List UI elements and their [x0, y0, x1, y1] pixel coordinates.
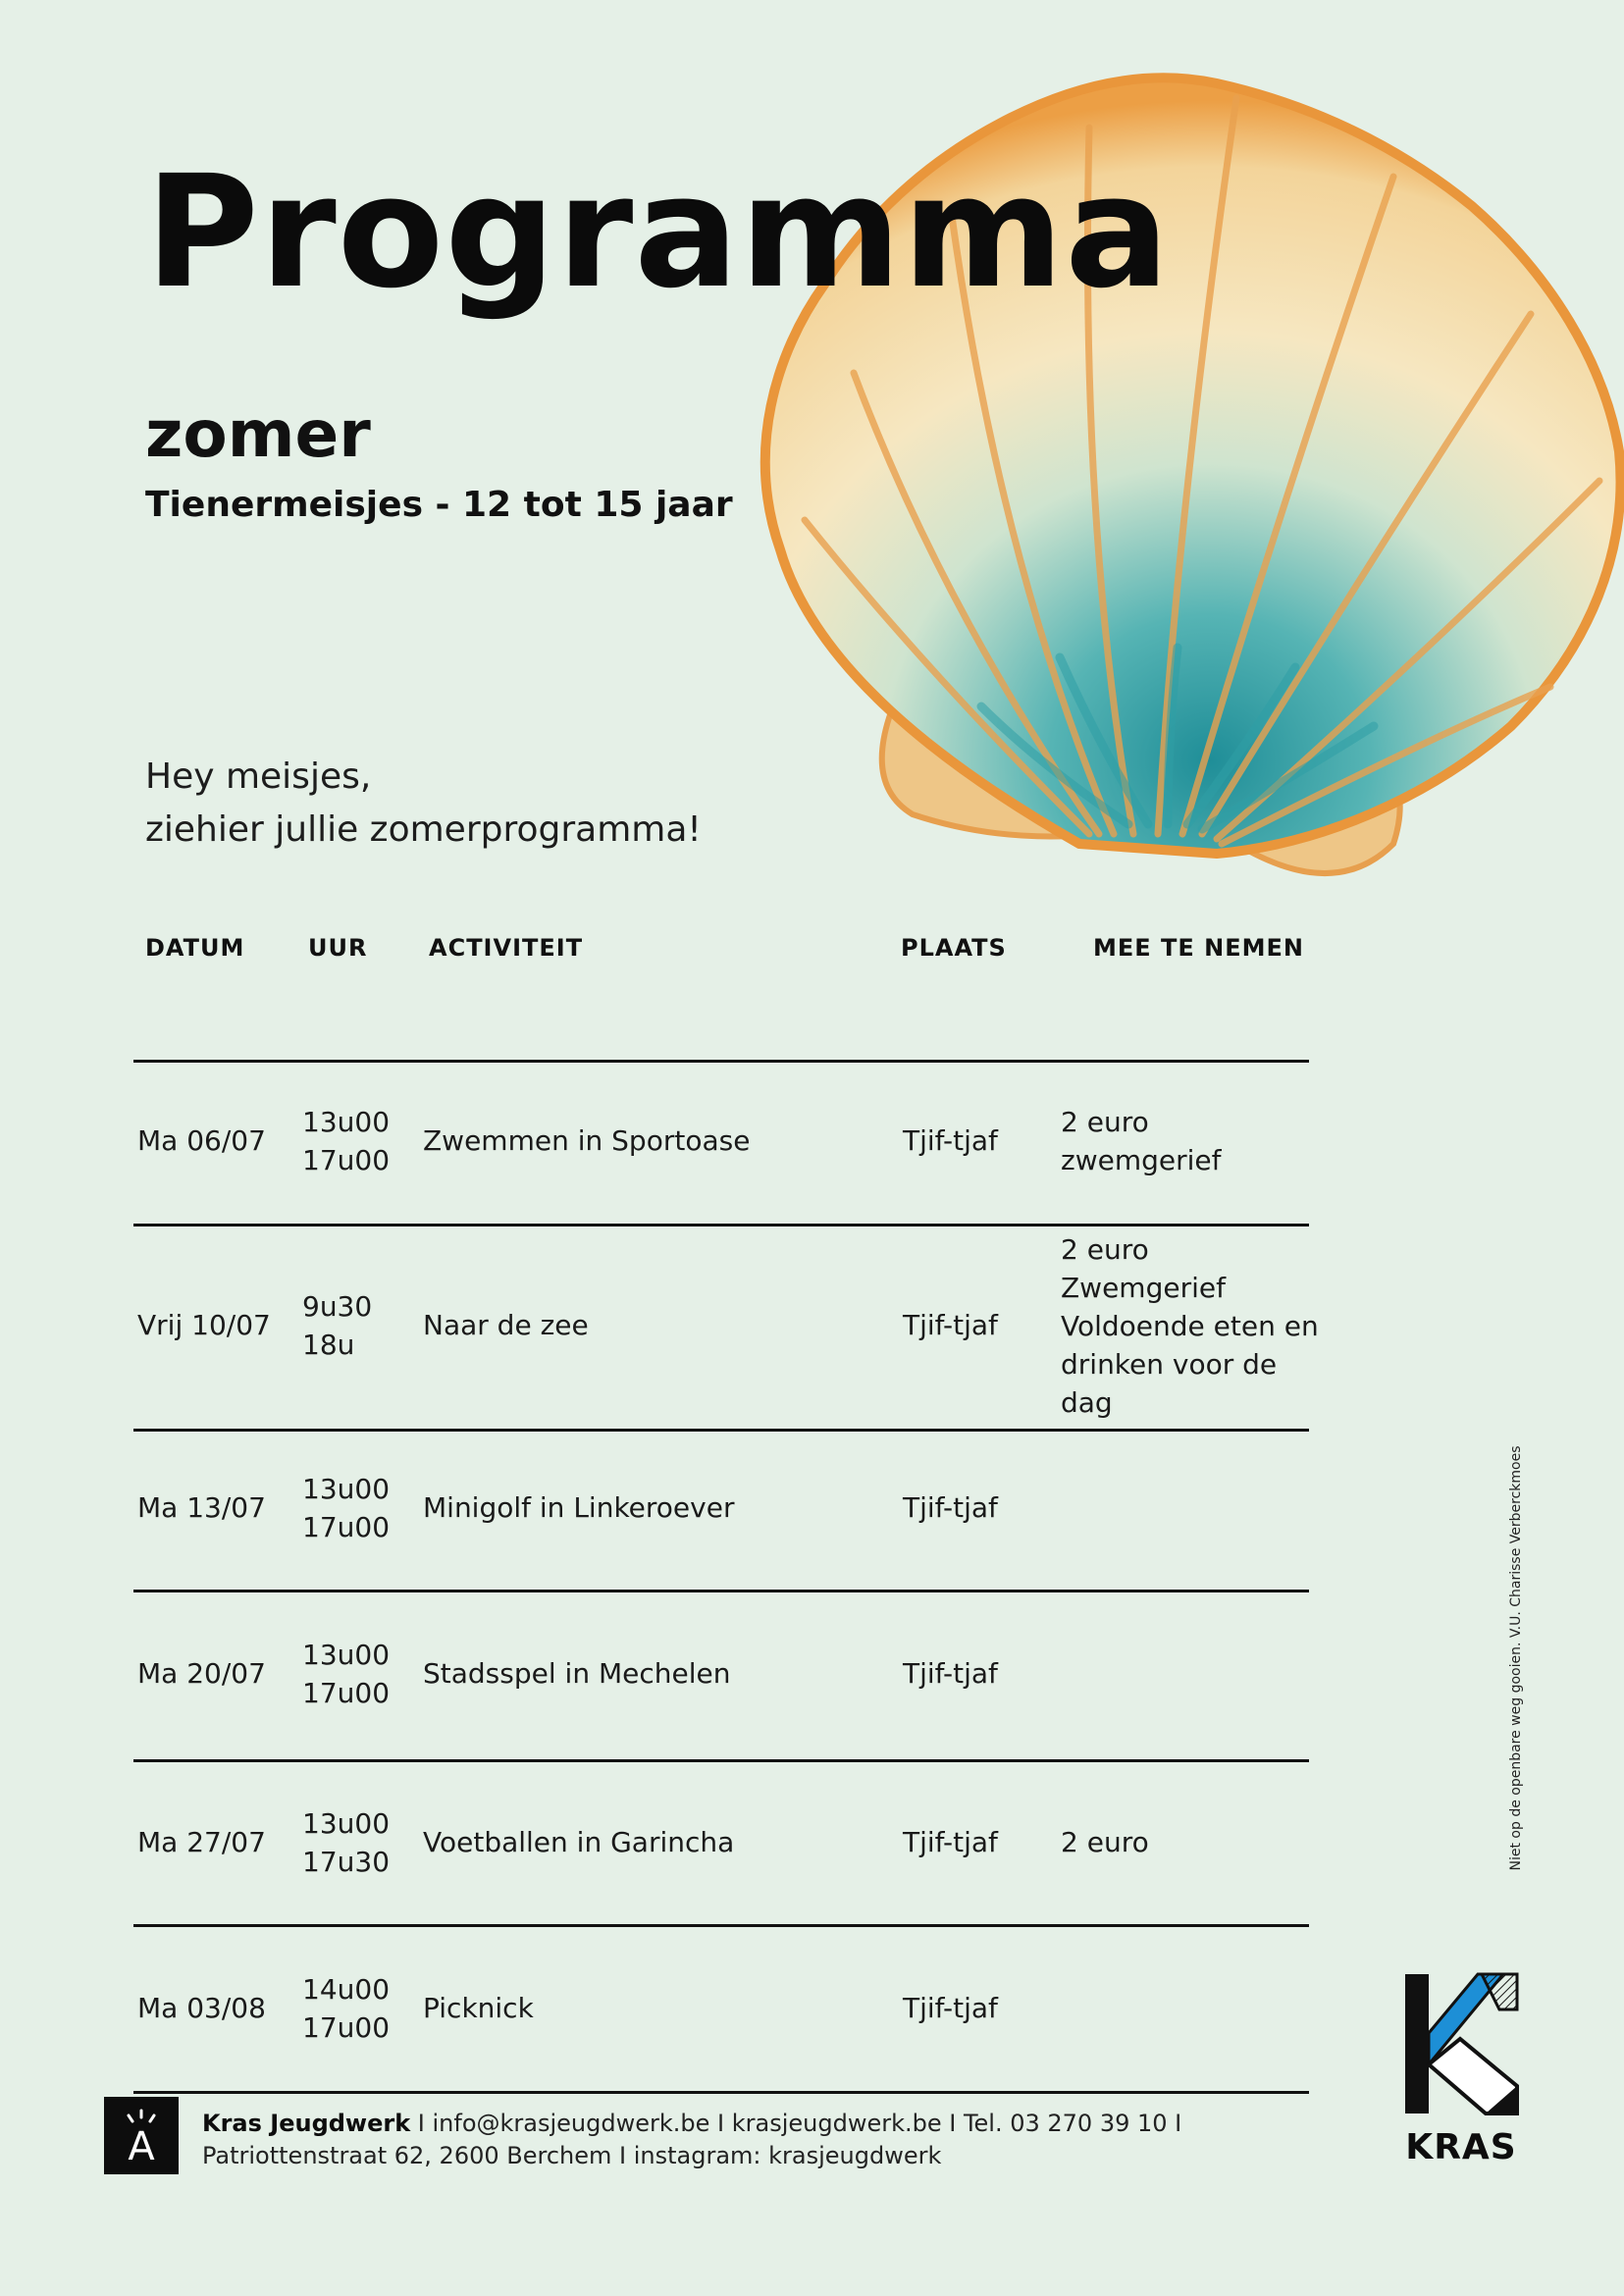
cell-uur	[302, 1636, 390, 1712]
cell-plaats: Tjif-tjaf	[903, 1992, 998, 2024]
cell-activiteit: Voetballen in Garincha	[423, 1826, 735, 1858]
cell-plaats: Tjif-tjaf	[903, 1491, 998, 1524]
kras-wordmark: KRAS	[1405, 2127, 1517, 2167]
cell-datum: Ma 20/07	[137, 1657, 266, 1690]
cell-datum: Ma 06/07	[137, 1124, 266, 1157]
cell-datum: Ma 03/08	[137, 1992, 266, 2024]
item: zwemgerief	[1061, 1144, 1222, 1176]
cell-datum: Ma 13/07	[137, 1491, 266, 1524]
time-start: 13u00	[302, 1106, 391, 1138]
item: 2 euro	[1061, 1826, 1149, 1858]
column-header-activiteit: ACTIVITEIT	[429, 934, 584, 962]
audience-subtitle: Tienermeisjes - 12 tot 15 jaar	[145, 485, 733, 525]
cell-plaats: Tjif-tjaf	[903, 1826, 998, 1858]
cell-plaats: Tjif-tjaf	[903, 1657, 998, 1690]
time-end: 18u	[302, 1329, 355, 1361]
time-end: 17u30	[302, 1846, 391, 1878]
time-end: 17u00	[302, 2011, 391, 2044]
item: dag	[1061, 1386, 1113, 1419]
column-header-datum: DATUM	[145, 934, 245, 962]
cell-mee	[1061, 1230, 1319, 1422]
cell-uur	[302, 1804, 390, 1881]
column-header-mee: MEE TE NEMEN	[1093, 934, 1304, 962]
intro-line-2: ziehier jullie zomerprogramma!	[145, 809, 702, 850]
footer-contact-line	[202, 2110, 1181, 2137]
time-end: 17u00	[302, 1511, 391, 1543]
cell-datum: Vrij 10/07	[137, 1309, 271, 1341]
time-start: 13u00	[302, 1473, 391, 1505]
time-end: 17u00	[302, 1144, 391, 1176]
table-divider	[133, 1429, 1309, 1432]
cell-plaats: Tjif-tjaf	[903, 1309, 998, 1341]
cell-mee	[1061, 1103, 1221, 1179]
time-start: 14u00	[302, 1973, 391, 2006]
item: Voldoende eten en	[1061, 1310, 1319, 1342]
a-logo-letter: A	[128, 2123, 155, 2166]
table-divider	[133, 1924, 1309, 1927]
footer-contact: I info@krasjeugdwerk.be I krasjeugdwerk.be I Tel. 03 270 39 10 I	[410, 2110, 1182, 2137]
table-divider	[133, 1060, 1309, 1063]
cell-activiteit: Zwemmen in Sportoase	[423, 1124, 751, 1157]
footer-org: Kras Jeugdwerk	[202, 2110, 411, 2137]
column-header-uur: UUR	[308, 934, 368, 962]
cell-uur	[302, 1970, 390, 2047]
cell-activiteit: Naar de zee	[423, 1309, 589, 1341]
cell-uur	[302, 1103, 390, 1179]
table-divider	[133, 1590, 1309, 1592]
publisher-note	[1487, 1413, 1545, 1904]
cell-activiteit: Stadsspel in Mechelen	[423, 1657, 731, 1690]
item: drinken voor de	[1061, 1348, 1278, 1381]
item: 2 euro	[1061, 1233, 1149, 1266]
item: 2 euro	[1061, 1106, 1149, 1138]
cell-uur	[302, 1287, 372, 1364]
cell-activiteit: Minigolf in Linkeroever	[423, 1491, 735, 1524]
column-header-plaats: PLAATS	[901, 934, 1007, 962]
intro-text	[145, 751, 702, 857]
antwerp-a-logo	[104, 2097, 179, 2174]
cell-activiteit: Picknick	[423, 1992, 534, 2024]
table-divider	[133, 1759, 1309, 1762]
table-divider	[133, 1224, 1309, 1226]
cell-plaats: Tjif-tjaf	[903, 1124, 998, 1157]
time-end: 17u00	[302, 1677, 391, 1709]
publisher-note-text: Niet op de openbare weg gooien. V.U. Charisse Verberckmoes	[1508, 1445, 1524, 1871]
item: Zwemgerief	[1061, 1272, 1226, 1304]
kras-logo	[1401, 1970, 1521, 2117]
time-start: 9u30	[302, 1290, 373, 1323]
cell-mee	[1061, 1823, 1149, 1861]
table-divider	[133, 2091, 1309, 2094]
footer-address: Patriottenstraat 62, 2600 Berchem I instagram: krasjeugdwerk	[202, 2142, 942, 2169]
page-title: Programma	[145, 142, 1171, 323]
time-start: 13u00	[302, 1639, 391, 1671]
season-heading: zomer	[145, 396, 371, 472]
a-logo-icon	[112, 2107, 171, 2166]
intro-line-1: Hey meisjes,	[145, 757, 372, 797]
cell-datum: Ma 27/07	[137, 1826, 266, 1858]
time-start: 13u00	[302, 1807, 391, 1840]
cell-uur	[302, 1470, 390, 1546]
